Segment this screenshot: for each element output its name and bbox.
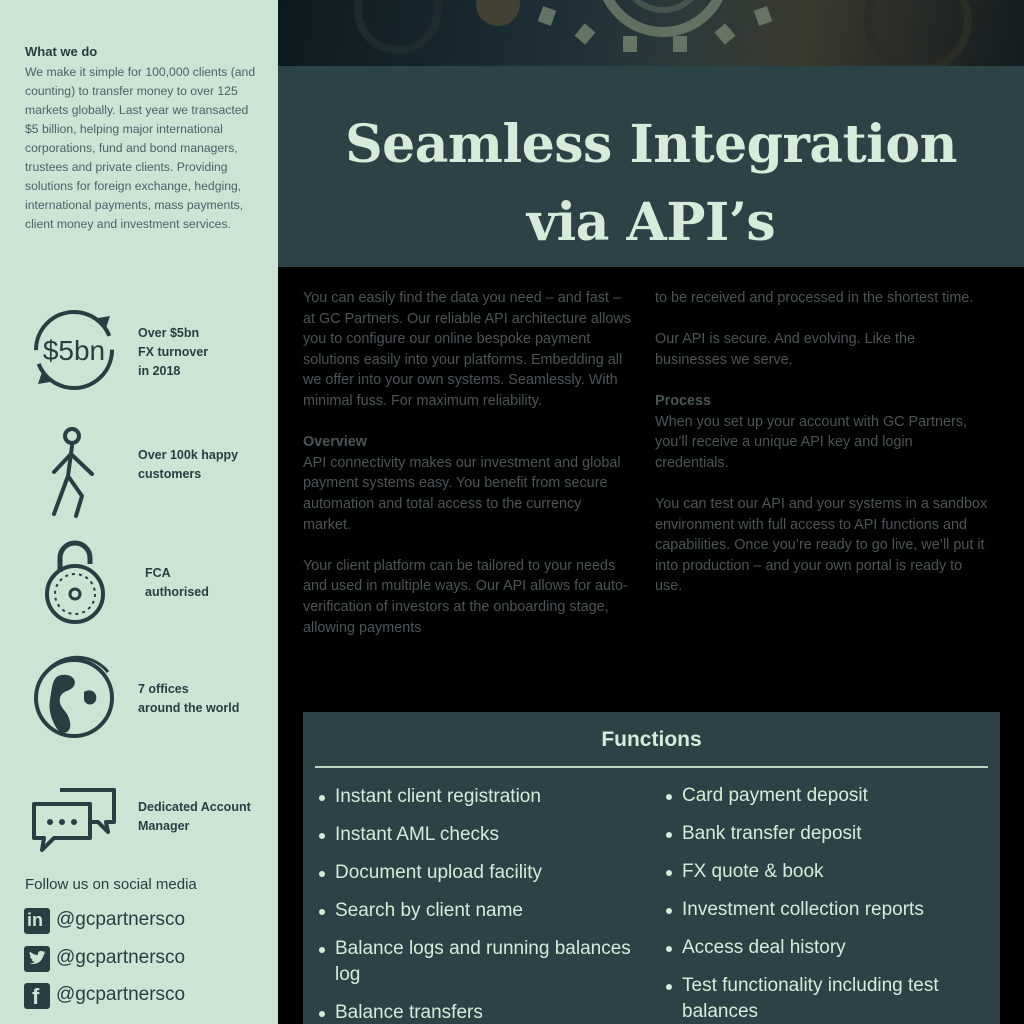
functions-panel bbox=[303, 712, 1000, 1024]
social-linkedin[interactable] bbox=[24, 907, 264, 935]
social-facebook[interactable] bbox=[24, 982, 264, 1010]
stat-turnover bbox=[0, 304, 278, 404]
twitter-handle[interactable]: @gcpartnersco bbox=[56, 947, 186, 968]
dollar-cycle-icon bbox=[28, 304, 120, 396]
process-heading: Process bbox=[655, 392, 712, 409]
padlock-icon bbox=[40, 538, 110, 628]
follow-title: Follow us on social media bbox=[25, 876, 197, 893]
function-item: Search by client name bbox=[317, 898, 647, 924]
function-item: Balance logs and running balances log bbox=[317, 936, 647, 988]
functions-divider bbox=[315, 766, 988, 768]
stat-fca bbox=[0, 538, 278, 638]
walking-person-icon bbox=[42, 426, 106, 522]
what-we-do-title: What we do bbox=[25, 44, 98, 59]
header-gears-image bbox=[278, 0, 1024, 66]
functions-list-right bbox=[664, 783, 984, 1024]
stat-offices bbox=[0, 652, 278, 752]
social-twitter[interactable] bbox=[24, 945, 264, 973]
title-line-1: Seamless Integration bbox=[345, 114, 957, 175]
stat-customers bbox=[0, 426, 278, 526]
function-item: Instant AML checks bbox=[317, 822, 647, 848]
functions-list-left bbox=[317, 784, 647, 1024]
function-item: Investment collection reports bbox=[664, 897, 984, 923]
linkedin-icon: in bbox=[24, 908, 50, 934]
stat-fca-label: FCA authorised bbox=[145, 566, 209, 599]
body-column-right bbox=[655, 288, 990, 618]
linkedin-handle[interactable]: @gcpartnersco bbox=[56, 909, 186, 930]
page-title bbox=[278, 106, 1024, 262]
stat-offices-label: 7 offices around the world bbox=[138, 682, 240, 715]
overview-heading: Overview bbox=[303, 434, 367, 451]
overview-paragraph-2: Your client platform can be tailored to your needs and used in multiple ways. Our API allows for auto-verification of investors at the onboarding stage, allowing payments bbox=[303, 557, 628, 636]
function-item: Bank transfer deposit bbox=[664, 821, 984, 847]
intro-paragraph: You can easily find the data you need – and fast – at GC Partners. Our reliable API architecture allows you to configure our online bespoke payment solutions easily into your platforms. Embedding all we offer into your own systems. Seamlessly. With minimal fuss. For maximum reliability. bbox=[303, 290, 631, 409]
title-line-2: via API’s bbox=[526, 192, 776, 253]
stat-account-manager-label: Dedicated Account Manager bbox=[138, 800, 251, 833]
function-item: FX quote & book bbox=[664, 859, 984, 885]
stat-account-manager bbox=[0, 780, 278, 880]
sidebar bbox=[0, 0, 278, 1024]
body-column-left bbox=[303, 288, 633, 659]
function-item: Balance transfers bbox=[317, 1000, 647, 1024]
process-paragraph-2: You can test our API and your systems in a sandbox environment with full access to API functions and capabilities. Once you’re ready to go live, we’ll put it into production – and your own portal is ready to use. bbox=[655, 495, 988, 595]
function-item: Test functionality including test balances bbox=[664, 973, 984, 1024]
twitter-icon bbox=[24, 946, 50, 972]
continuation-paragraph: to be received and processed in the shortest time. bbox=[655, 290, 974, 306]
chat-bubbles-icon bbox=[30, 786, 120, 856]
title-band bbox=[278, 66, 1024, 267]
facebook-handle[interactable]: @gcpartnersco bbox=[56, 984, 186, 1005]
function-item: Access deal history bbox=[664, 935, 984, 961]
functions-title: Functions bbox=[601, 728, 702, 751]
secure-paragraph: Our API is secure. And evolving. Like the businesses we serve. bbox=[655, 331, 915, 368]
dollar-icon-text: $5bn bbox=[42, 335, 106, 366]
function-item: Card payment deposit bbox=[664, 783, 984, 809]
stat-customers-label: Over 100k happy customers bbox=[138, 448, 239, 481]
gears-icon bbox=[278, 0, 1024, 66]
function-item: Document upload facility bbox=[317, 860, 647, 886]
what-we-do-body: We make it simple for 100,000 clients (and counting) to transfer money to over 125 markets globally. Last year we transacted $5 billion, helping major international corporations, fund and bond managers, trustees and private clients. Providing solutions for foreign exchange, hedging, international payments, mass payments, client money and investment services. bbox=[25, 65, 256, 231]
process-paragraph-1: When you set up your account with GC Partners, you’ll receive a unique API key and login credentials. bbox=[655, 413, 967, 471]
overview-paragraph-1: API connectivity makes our investment and global payment systems easy. You benefit from secure automation and total access to the currency market. bbox=[303, 454, 621, 533]
globe-icon bbox=[28, 652, 120, 744]
facebook-icon: f bbox=[24, 983, 50, 1009]
stat-turnover-label: Over $5bn FX turnover in 2018 bbox=[138, 326, 209, 378]
function-item: Instant client registration bbox=[317, 784, 647, 810]
